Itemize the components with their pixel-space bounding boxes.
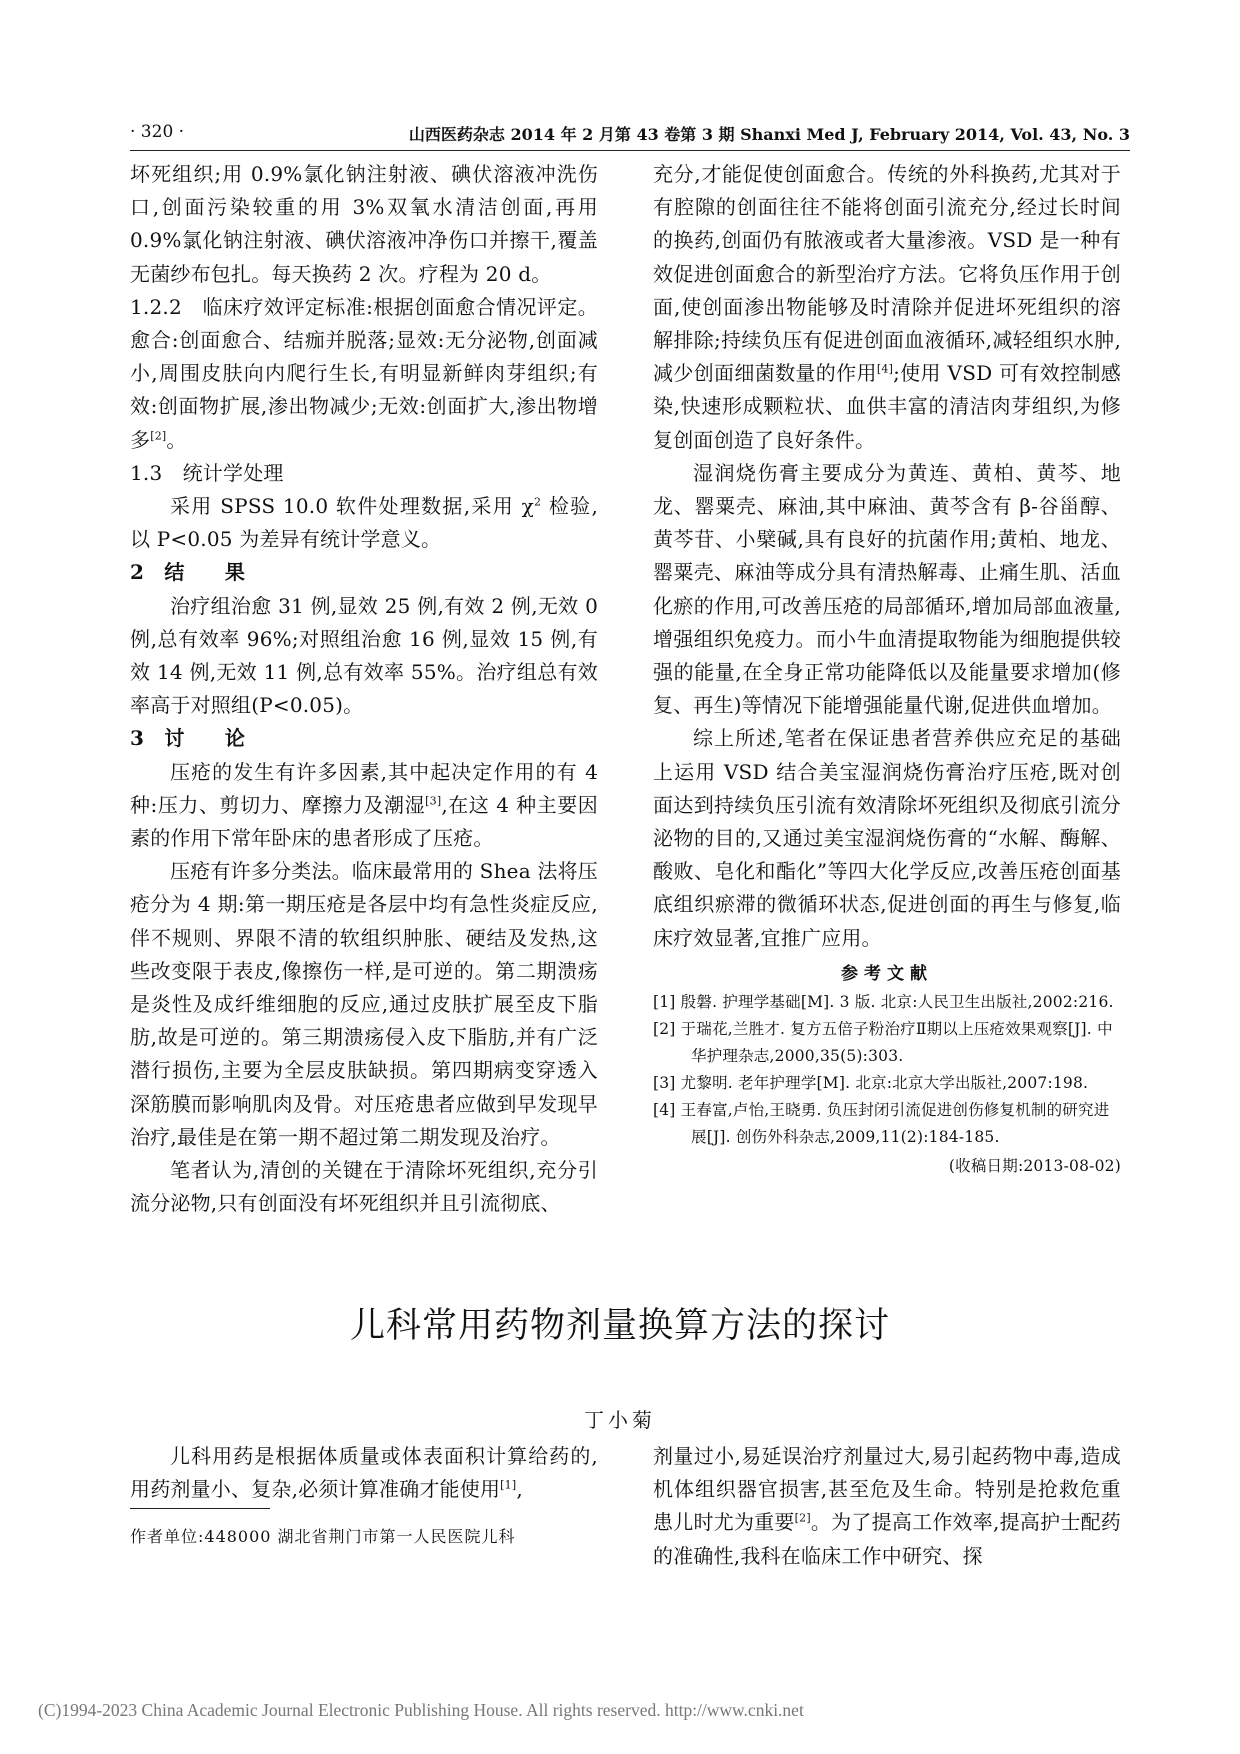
- paragraph: 充分,才能促使创面愈合。传统的外科换药,尤其对于有腔隙的创面往往不能将创面引流充分,经过长时间的换药,创面仍有脓液或者大量渗液。VSD 是一种有效促进创面愈合的新型治疗方法。它将负压作用于创面,使创面渗出物能够及时清除并促进坏死组织的溶解排除;持续负压有促进创面血液循环,减轻组织水肿,减少创面细菌数量的作用[4];使用 VSD 可有效控制感染,快速形成颗粒状、血供丰富的清洁肉芽组织,为修复创面创造了良好条件。: [653, 162, 1122, 452]
- citation-ref[interactable]: [2]: [794, 1511, 811, 1525]
- right-column: [653, 158, 1121, 1181]
- reference-item: [3] 尤黎明. 老年护理学[M]. 北京:北京大学出版社,2007:198.: [653, 1073, 1089, 1092]
- received-date: (收稿日期:2013-08-02): [948, 1156, 1121, 1175]
- paragraph: 治疗组治愈 31 例,显效 25 例,有效 2 例,无效 0 例,总有效率 96%;对照组治愈 16 例,显效 15 例,有效 14 例,无效 11 例,总有效率 55%。治疗组总有效率高于对照组(P<0.05)。: [130, 593, 598, 718]
- footnote-rule: [130, 1508, 270, 1509]
- citation-ref[interactable]: [1]: [500, 1478, 517, 1492]
- paragraph: 1.2.2 临床疗效评定标准:根据创面愈合情况评定。愈合:创面愈合、结痂并脱落;显效:无分泌物,创面减小,周围皮肤向内爬行生长,有明显新鲜肉芽组织;有效:创面物扩展,渗出物减少;无效:创面扩大,渗出物增多[2]。: [130, 294, 598, 452]
- reference-item: [2] 于瑞花,兰胜才. 复方五倍子粉治疗Ⅱ期以上压疮效果观察[J]. 中华护理杂志,2000,35(5):303.: [653, 1019, 1113, 1065]
- citation-ref[interactable]: [4]: [876, 362, 894, 376]
- page-number: · 320 ·: [130, 122, 185, 142]
- author-name: 丁小菊: [584, 1408, 656, 1432]
- left-column: [130, 158, 598, 1221]
- article-title: 儿科常用药物剂量换算方法的探讨: [349, 1306, 890, 1346]
- reference-item: [1] 殷磐. 护理学基础[M]. 3 版. 北京:人民卫生出版社,2002:216.: [653, 992, 1114, 1011]
- journal-citation: 山西医药杂志 2014 年 2 月第 43 卷第 3 期 Shanxi Med J, February 2014, Vol. 43, No. 3: [408, 125, 1130, 144]
- paragraph: 压疮的发生有许多因素,其中起决定作用的有 4 种:压力、剪切力、摩擦力及潮湿[3],在这 4 种主要因素的作用下常年卧床的患者形成了压疮。: [130, 759, 598, 851]
- section-heading: 2 结 果: [130, 560, 246, 585]
- article-right-column: [653, 1440, 1121, 1573]
- copyright-footer: (C)1994-2023 China Academic Journal Electronic Publishing House. All rights reserved. http://www.cnki.net: [38, 1700, 804, 1720]
- section-heading: 1.3 统计学处理: [130, 460, 284, 485]
- paragraph: 采用 SPSS 10.0 软件处理数据,采用 $\chi^2$ 检验,以 P<0.05 为差异有统计学意义。: [130, 494, 599, 552]
- section-heading: 3 讨 论: [130, 726, 246, 751]
- references-heading: 参考文献: [841, 963, 933, 984]
- paragraph: 剂量过小,易延误治疗剂量过大,易引起药物中毒,造成机体组织器官损害,甚至危及生命。特别是抢救危重患儿时尤为重要[2]。为了提高工作效率,提高护士配药的准确性,我科在临床工作中研究、探: [653, 1444, 1122, 1568]
- paragraph: 综上所述,笔者在保证患者营养供应充足的基础上运用 VSD 结合美宝湿润烧伤膏治疗压疮,既对创面达到持续负压引流有效清除坏死组织及彻底引流分泌物的目的,又通过美宝湿润烧伤膏的“水解、酶解、酸败、皂化和酯化”等四大化学反应,改善压疮创面基底组织瘀滞的微循环状态,促进创面的再生与修复,临床疗效显著,宜推广应用。: [653, 726, 1121, 950]
- reference-item: [4] 王春富,卢怡,王晓勇. 负压封闭引流促进创伤修复机制的研究进展[J]. 创伤外科杂志,2009,11(2):184-185.: [653, 1100, 1110, 1146]
- running-header: [130, 122, 1130, 148]
- header-rule: [130, 150, 1130, 151]
- paragraph: 笔者认为,清创的关键在于清除坏死组织,充分引流分泌物,只有创面没有坏死组织并且引流彻底、: [130, 1158, 598, 1216]
- article-left-column: [130, 1440, 598, 1506]
- paragraph: 坏死组织;用 0.9%氯化钠注射液、碘伏溶液冲洗伤口,创面污染较重的用 3%双氧水清洁创面,再用 0.9%氯化钠注射液、碘伏溶液冲净伤口并擦干,覆盖无菌纱布包扎。每天换药 2 次。疗程为 20 d。: [130, 162, 598, 286]
- paragraph: 压疮有许多分类法。临床最常用的 Shea 法将压疮分为 4 期:第一期压疮是各层中均有急性炎症反应,伴不规则、界限不清的软组织肿胀、硬结及发热,这些改变限于表皮,像擦伤一样,是可逆的。第二期溃疡是炎性及成纤维细胞的反应,通过皮肤扩展至皮下脂肪,故是可逆的。第三期溃疡侵入皮下脂肪,并有广泛潜行损伤,主要为全层皮肤缺损。第四期病变穿透入深筋膜而影响肌肉及骨。对压疮患者应做到早发现早治疗,最佳是在第一期不超过第二期发现及治疗。: [130, 859, 598, 1149]
- author-affiliation: 作者单位:448000 湖北省荆门市第一人民医院儿科: [130, 1527, 516, 1546]
- paragraph: 儿科用药是根据体质量或体表面积计算给药的,用药剂量小、复杂,必须计算准确才能使用[1],: [130, 1444, 598, 1502]
- citation-ref[interactable]: [2]: [150, 428, 167, 442]
- paragraph: 湿润烧伤膏主要成分为黄连、黄柏、黄芩、地龙、罂粟壳、麻油,其中麻油、黄芩含有 β-谷甾醇、黄芩苷、小檗碱,具有良好的抗菌作用;黄柏、地龙、罂粟壳、麻油等成分具有清热解毒、止痛生肌、活血化瘀的作用,可改善压疮的局部循环,增加局部血液量,增强组织免疫力。而小牛血清提取物能为细胞提供较强的能量,在全身正常功能降低以及能量要求增加(修复、再生)等情况下能增强能量代谢,促进供血增加。: [653, 460, 1121, 718]
- citation-ref[interactable]: [3]: [425, 794, 442, 808]
